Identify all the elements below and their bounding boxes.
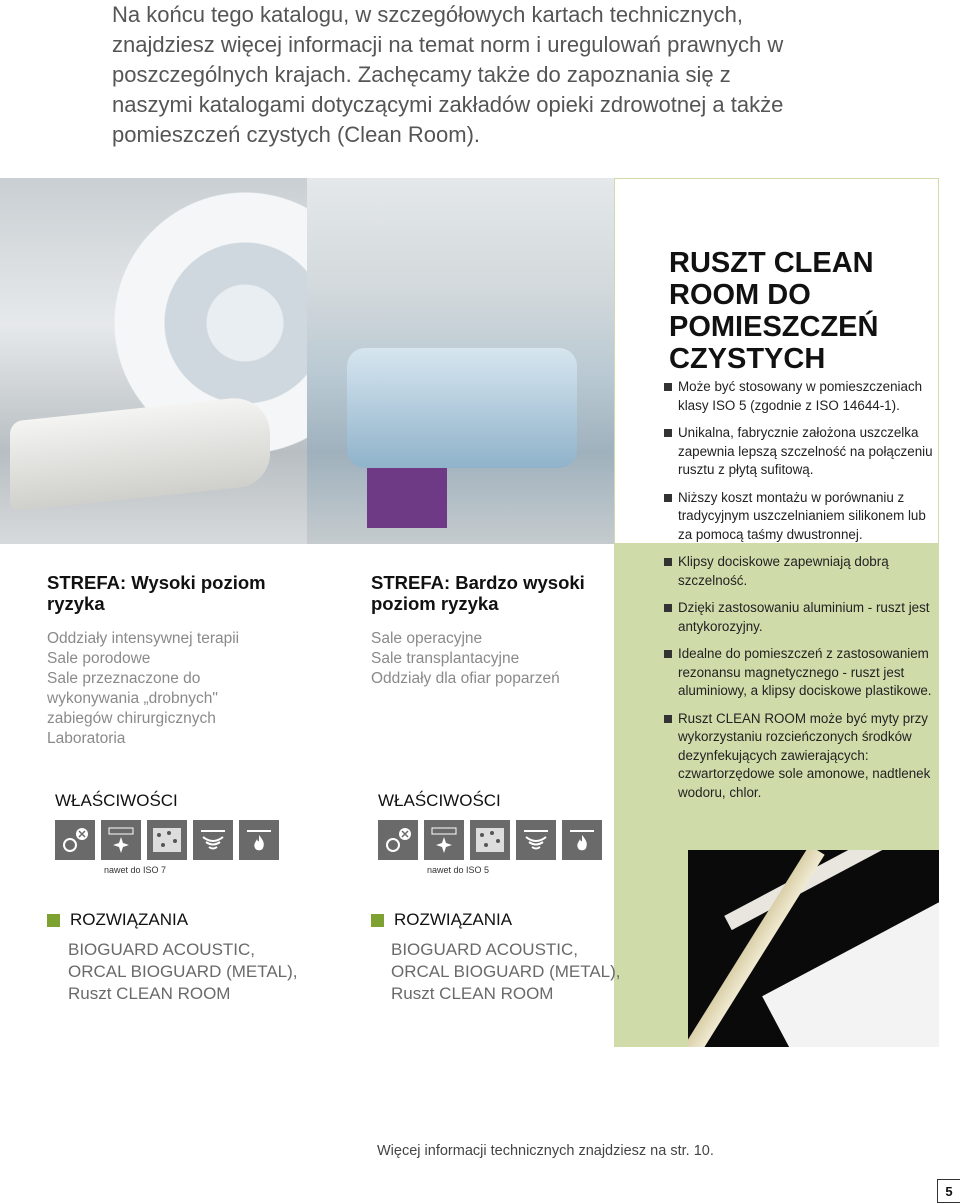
air-cleanliness-icon [378,820,418,860]
air-cleanliness-icon [55,820,95,860]
footer-note: Więcej informacji technicznych znajdziesz na str. 10. [377,1143,714,1159]
iso-note: nawet do ISO 7 [104,865,167,875]
fire-icon [239,820,279,860]
solutions-heading [371,910,512,930]
zone-high-risk [47,572,307,749]
solutions-title: ROZWIĄZANIA [394,910,513,929]
feature-item: Idealne do pomieszczeń z zastosowaniem rezonansu magnetycznego - ruszt jest aluminiowy, a klipsy dociskowe plastikowe. [664,645,934,701]
ct-scanner-photo [0,178,307,544]
neonatal-ward-photo [307,178,614,544]
bacteria-resistance-icon [470,820,510,860]
intro-paragraph: Na końcu tego katalogu, w szczegółowych kartach technicznych, znajdziesz więcej informacji na temat norm i uregulowań prawnych w poszczególnych krajach. Zachęcamy także do zapoznania się z naszymi katalogami dotyczącymi zakładów opieki zdrowotnej a także pomieszczeń czystych (Clean Room). [112,2,784,147]
solutions-heading [47,910,188,930]
feature-item: Klipsy dociskowe zapewniają dobrą szczelność. [664,553,934,590]
feature-list [664,378,934,811]
acoustic-icon [516,820,556,860]
bacteria-resistance-icon [147,820,187,860]
properties-heading: WŁAŚCIWOŚCI [55,791,178,810]
zone-rooms: Oddziały intensywnej terapii Sale porodowe Sale przeznaczone do wykonywania „drobnych" zabiegów chirurgicznych Laboratoria [47,630,240,747]
feature-item: Unikalna, fabrycznie założona uszczelka zapewnia lepszą szczelność na połączeniu rusztu z płytą sufitową. [664,424,934,480]
feature-item: Może być stosowany w pomieszczeniach klasy ISO 5 (zgodnie z ISO 14644-1). [664,378,934,415]
cleanability-icon [424,820,464,860]
feature-item: Dzięki zastosowaniu aluminium - ruszt jest antykorozyjny. [664,599,934,636]
sidebar-title: RUSZT CLEAN ROOM DO POMIESZCZEŃ CZYSTYCH [669,247,879,375]
solutions-list: BIOGUARD ACOUSTIC, ORCAL BIOGUARD (METAL), Ruszt CLEAN ROOM [68,940,298,1003]
zone-rooms: Sale operacyjne Sale transplantacyjne Oddziały dla ofiar poparzeń [371,630,560,687]
zone-title: STREFA: Bardzo wysoki poziom ryzyka [371,572,585,614]
solutions-list: BIOGUARD ACOUSTIC, ORCAL BIOGUARD (METAL), Ruszt CLEAN ROOM [391,940,621,1003]
zone-very-high-risk [371,572,611,689]
feature-item: Niższy koszt montażu w porównaniu z tradycyjnym uszczelnianiem silikonem lub za pomocą taśmy dwustronnej. [664,489,934,545]
accent-square [371,914,384,927]
property-icons [55,820,279,860]
cleanability-icon [101,820,141,860]
solutions-title: ROZWIĄZANIA [70,910,189,929]
fire-icon [562,820,602,860]
zone-title: STREFA: Wysoki poziom ryzyka [47,572,266,614]
iso-note: nawet do ISO 5 [427,865,490,875]
acoustic-icon [193,820,233,860]
accent-square [47,914,60,927]
properties-heading: WŁAŚCIWOŚCI [378,791,501,810]
ceiling-grid-photo [688,850,939,1047]
property-icons [378,820,602,860]
page-number: 5 [937,1179,960,1203]
feature-item: Ruszt CLEAN ROOM może być myty przy wykorzystaniu rozcieńczonych środków dezynfekujących zawierających: czwartorzędowe sole amonowe, nadtlenek wodoru, chlor. [664,710,934,803]
